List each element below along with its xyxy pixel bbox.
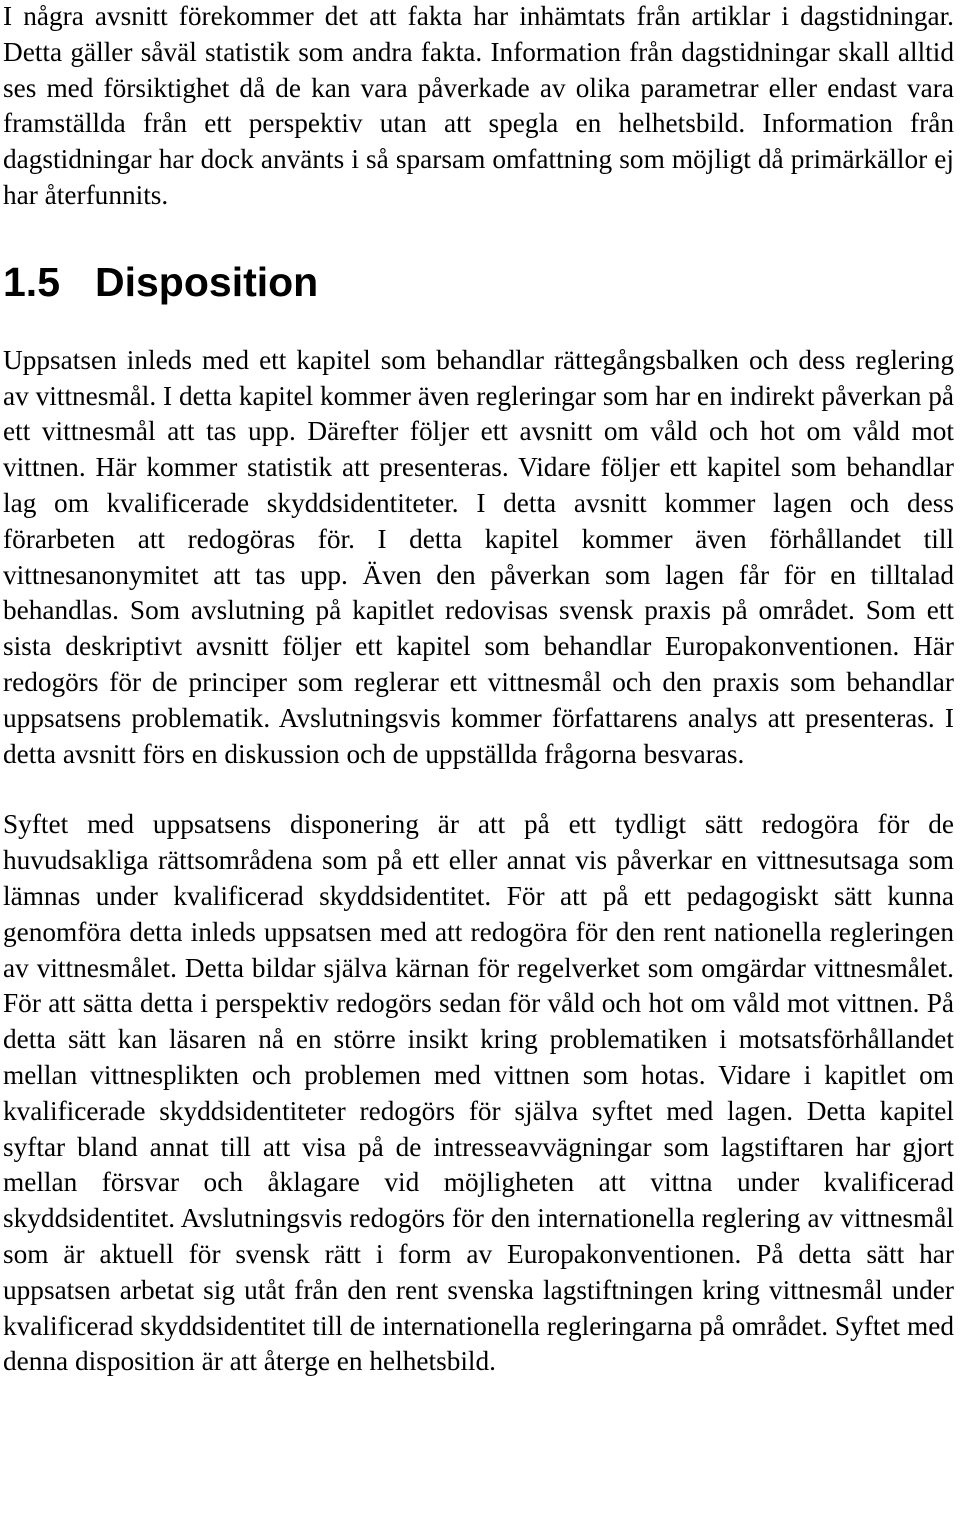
- section-heading: [3, 258, 954, 306]
- section-title: Disposition: [95, 258, 319, 305]
- document-page: [3, 0, 954, 1380]
- section-number: 1.5: [3, 258, 60, 305]
- purpose-paragraph: Syftet med uppsatsens disponering är att på ett tydligt sätt redogöra för de huvudsakliga rättsområdena som på ett eller annat vis påverkar en vittnesutsaga som lämnas under kvalificerad skyddsidentitet. För att på ett pedagogiskt sätt kunna genomföra detta inleds uppsatsen med att redogöra för den rent nationella regleringen av vittnesmålet. Detta bildar själva kärnan för regelverket som omgärdar vittnesmålet. För att sätta detta i perspektiv redogörs sedan för våld och hot om våld mot vittnen. På detta sätt kan läsaren nå en större insikt kring problematiken i motsatsförhållandet mellan vittnesplikten och problemen med vittnen som hotas. Vidare i kapitlet om kvalificerade skyddsidentiteter redogörs för själva syftet med lagen. Detta kapitel syftar bland annat till att visa på de intresseavvägningar som lagstiftaren har gjort mellan försvar och åklagare vid möjligheten att vittna under kvalificerad skyddsidentitet. Avslutningsvis redogörs för den internationella reglering av vittnesmål som är aktuell för svensk rätt i form av Europakonventionen. På detta sätt har uppsatsen arbetat sig utåt från den rent svenska lagstiftningen kring vittnesmål under kvalificerad skyddsidentitet till de internationella regleringarna på området. Syftet med denna disposition är att återge en helhetsbild.: [3, 809, 954, 1377]
- intro-paragraph: I några avsnitt förekommer det att fakta har inhämtats från artiklar i dagstidningar. Detta gäller såväl statistik som andra fakta. Information från dagstidningar skall alltid ses med försiktighet då de kan vara påverkade av olika parametrar eller endast vara framställda från ett perspektiv utan att spegla en helhetsbild. Information från dagstidningar har dock använts i så sparsam omfattning som möjligt då primärkällor ej har återfunnits.: [3, 1, 954, 210]
- disposition-paragraph: Uppsatsen inleds med ett kapitel som behandlar rättegångsbalken och dess reglering av vittnesmål. I detta kapitel kommer även regleringar som har en indirekt påverkan på ett vittnesmål att tas upp. Därefter följer ett avsnitt om våld och hot om våld mot vittnen. Här kommer statistik att presenteras. Vidare följer ett kapitel som behandlar lag om kvalificerade skyddsidentiteter. I detta avsnitt kommer lagen och dess förarbeten att redogöras för. I detta kapitel kommer även förhållandet till vittnesanonymitet att tas upp. Även den påverkan som lagen får för en tilltalad behandlas. Som avslutning på kapitlet redovisas svensk praxis på området. Som ett sista deskriptivt avsnitt följer ett kapitel som behandlar Europakonventionen. Här redogörs för de principer som reglerar ett vittnesmål och den praxis som behandlar uppsatsens problematik. Avslutningsvis kommer författarens analys att presenteras. I detta avsnitt förs en diskussion och de uppställda frågorna besvaras.: [3, 344, 954, 769]
